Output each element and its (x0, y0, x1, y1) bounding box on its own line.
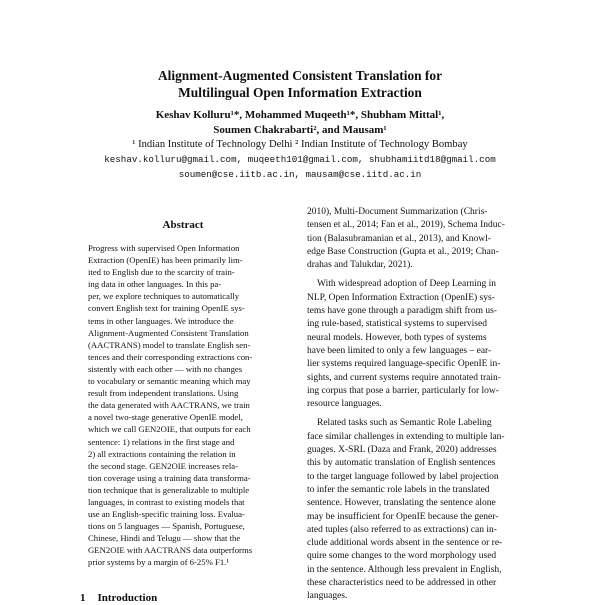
abstract-line: the second stage. GEN2OIE increases rela- (88, 460, 239, 471)
abstract-line: which we call GEN2OIE, that outputs for each (88, 424, 251, 435)
body-line: sights, and current systems require annotated train- (307, 372, 501, 383)
email-list (0, 152, 600, 182)
body-line: ated tuples (also referred to as extractions) can in- (307, 524, 497, 535)
body-line: languages. (307, 591, 348, 602)
abstract-line: Extraction (OpenIE) has been primarily lim- (88, 255, 243, 266)
body-line: sentence. However, translating the sentence alone (307, 498, 496, 509)
body-paragraph (307, 278, 553, 411)
abstract-line: GEN2OIE with AACTRANS data outperforms (88, 545, 253, 556)
section-number: 1 (80, 592, 86, 604)
body-line: resource languages. (307, 399, 382, 410)
body-line: tems have gone through a paradigm shift from us- (307, 306, 497, 317)
abstract-line: prior systems by a margin of 6-25% F1.¹ (88, 557, 229, 568)
body-line: these characteristics need to be addressed in other (307, 578, 497, 589)
abstract-line: per, we explore techniques to automatically (88, 291, 240, 302)
abstract-line: tion coverage using a training data transforma- (88, 472, 251, 483)
abstract-line: tions on 5 languages — Spanish, Portuguese, (88, 521, 245, 532)
body-line: ing rule-based, statistical systems to supervised (307, 319, 487, 330)
body-line: drahas and Talukdar, 2021). (307, 260, 413, 271)
body-line: may be insufficient for OpenIE because the gener- (307, 511, 499, 522)
body-line: 2010), Multi-Document Summarization (Chris- (307, 207, 488, 217)
body-line: guages. X-SRL (Daza and Frank, 2020) addresses (307, 445, 497, 456)
title-line: Multilingual Open Information Extraction (178, 84, 422, 100)
email-line: soumen@cse.iitb.ac.in, mausam@cse.iitd.ac.in (178, 169, 422, 180)
title-line: Alignment-Augmented Consistent Translation for (157, 68, 443, 83)
abstract-line: sentence: 1) relations in the first stage and (88, 436, 235, 447)
abstract-line: ing data in other languages. In this pa- (88, 279, 222, 290)
abstract-line: Alignment-Augmented Consistent Translation (88, 327, 249, 338)
body-paragraph (307, 206, 553, 272)
author-line: Keshav Kolluru¹*, Mohammed Muqeeth¹*, Shubham Mittal¹, (155, 109, 445, 121)
abstract-line: Chinese, Hindi and Telugu — show that the (88, 533, 241, 544)
abstract-line: result from independent translations. Using (88, 388, 239, 399)
body-line: this by automatic translation of English sentences (307, 458, 496, 469)
body-line: to infer the semantic role labels in the translated (307, 484, 490, 495)
abstract-line: tion technique that is generalizable to multiple (88, 484, 250, 495)
body-line: in the sentence. Although less prevalent in English, (307, 564, 502, 575)
body-line: to the target language followed by label projection (307, 471, 499, 482)
body-line: quire some changes to the word morphology used (307, 551, 497, 562)
section-title: Introduction (97, 592, 158, 604)
body-line: have been limited to only a few languages – ear- (307, 345, 492, 356)
body-line: ing corpus that pose a barrier, particularly for low- (307, 385, 499, 396)
abstract-heading: Abstract (162, 219, 204, 231)
abstract-line: tems in other languages. We introduce the (88, 315, 234, 326)
abstract-line: a novel two-stage generative OpenIE model, (88, 412, 243, 423)
paper-title (0, 68, 600, 101)
body-line: clude additional words absent in the sentence or re- (307, 538, 503, 549)
body-line: With widespread adoption of Deep Learning in (317, 279, 497, 290)
affiliations: ¹ Indian Institute of Technology Delhi ² Indian Institute of Technology Bombay (132, 139, 468, 150)
abstract-line: tences and their corresponding extractions con- (88, 351, 253, 362)
abstract-line: ited to English due to the scarcity of train- (88, 267, 235, 278)
abstract-line: the data generated with AACTRANS, we train (88, 400, 250, 411)
abstract-line: languages, in contrast to existing models that (88, 496, 245, 507)
abstract-line: sistently with each other — with no changes (88, 363, 243, 374)
body-paragraph (307, 417, 553, 603)
abstract-line: convert English text for training OpenIE sys- (88, 303, 245, 314)
body-line: edge Base Construction (Gupta et al., 2019; Chan- (307, 246, 499, 257)
body-line: face similar challenges in extending to multiple lan- (307, 431, 505, 442)
abstract-line: Progress with supervised Open Information (88, 243, 240, 253)
intro-column (307, 206, 553, 604)
abstract-line: use an English-specific training loss. Evalua- (88, 509, 245, 520)
body-line: tion (Balasubramanian et al., 2013), and Knowl- (307, 233, 491, 244)
abstract-line: to vocabulary or semantic meaning which may (88, 376, 251, 387)
body-line: lier systems required language-specific OpenIE in- (307, 359, 501, 370)
abstract-line: 2) all extractions containing the relation in (88, 448, 236, 459)
section-heading-introduction (80, 592, 157, 605)
body-line: neural models. However, both types of systems (307, 332, 487, 343)
abstract-line: (AACTRANS) model to translate English sen- (88, 339, 251, 350)
email-line: keshav.kolluru@gmail.com, muqeeth101@gmail.com, shubhamiitd18@gmail.com (104, 154, 496, 165)
author-line: Soumen Chakrabarti², and Mausam¹ (213, 124, 387, 136)
body-line: Related tasks such as Semantic Role Labeling (317, 418, 492, 429)
abstract-body (88, 242, 278, 569)
author-list (0, 108, 600, 138)
body-line: NLP, Open Information Extraction (OpenIE) sys- (307, 292, 495, 303)
body-line: tensen et al., 2014; Fan et al., 2019), Schema Induc- (307, 220, 505, 231)
